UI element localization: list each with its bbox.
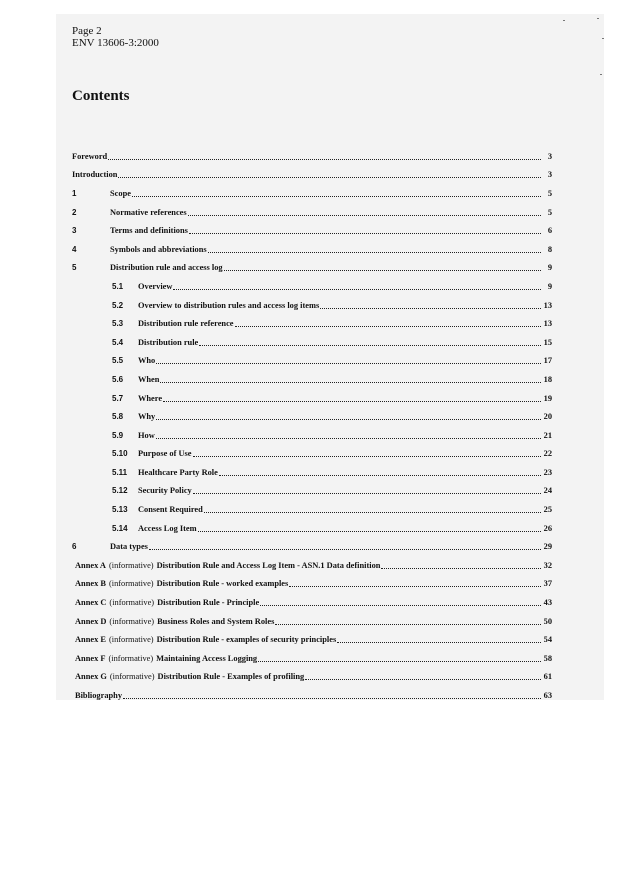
toc-entry-title: Healthcare Party Role	[138, 467, 218, 477]
toc-entry-lead	[72, 263, 223, 272]
toc-entry-title: Foreword	[72, 151, 108, 161]
dot-leader	[275, 616, 541, 625]
toc-entry[interactable]	[72, 630, 552, 649]
toc-entry-title: Business Roles and System Roles	[157, 616, 275, 626]
toc-entry-page: 20	[543, 412, 552, 422]
toc-entry[interactable]	[72, 668, 552, 687]
toc-entry-number: 5.11	[112, 467, 128, 477]
toc-entry-number: 1	[72, 188, 77, 198]
toc-entry-lead	[112, 505, 203, 514]
toc-entry-lead	[75, 561, 380, 570]
toc-entry-number: 5.12	[112, 486, 128, 496]
toc-entry-number: 6	[72, 542, 77, 552]
toc-entry-page: 37	[543, 579, 552, 589]
toc-entry-page: 63	[543, 691, 552, 701]
toc-entry[interactable]	[72, 575, 552, 594]
toc-entry-title: Overview	[138, 281, 173, 291]
dot-leader	[198, 523, 541, 532]
annex-label: Annex D	[75, 616, 107, 626]
toc-entry-lead	[112, 394, 162, 403]
toc-entry-title: Distribution Rule and Access Log Item - ASN.1 Data definition	[156, 560, 381, 570]
scan-speck	[602, 38, 604, 39]
dot-leader	[156, 430, 541, 439]
toc-entry-title: Maintaining Access Logging	[156, 653, 258, 663]
page-header	[72, 25, 159, 49]
toc-entry-page: 8	[547, 244, 552, 254]
toc-entry-title: Purpose of Use	[138, 449, 192, 459]
dot-leader	[381, 560, 541, 569]
toc-entry-page: 3	[547, 170, 552, 180]
toc-entry[interactable]	[72, 612, 552, 631]
toc-entry[interactable]	[72, 370, 552, 389]
toc-entry-number: 5.3	[112, 319, 124, 329]
annex-label: Annex A	[75, 560, 106, 570]
dot-leader	[108, 151, 541, 160]
annex-informative-tag: (informative)	[109, 616, 155, 626]
toc-entry-title: Distribution rule and access log	[110, 263, 223, 273]
toc-entry-lead	[112, 338, 198, 347]
toc-entry-page: 50	[543, 616, 552, 626]
annex-label: Annex F	[75, 653, 106, 663]
toc-entry[interactable]	[72, 445, 552, 464]
toc-entry-lead	[75, 691, 122, 700]
toc-entry-lead	[75, 635, 336, 644]
toc-entry-page: 5	[547, 188, 552, 198]
toc-entry-number: 5.7	[112, 393, 124, 403]
toc-entry[interactable]	[72, 203, 552, 222]
toc-entry[interactable]	[72, 537, 552, 556]
toc-entry-lead	[112, 356, 155, 365]
toc-entry[interactable]	[72, 240, 552, 259]
toc-entry-lead	[112, 282, 172, 291]
scan-speck	[563, 20, 565, 21]
toc-entry-page: 15	[543, 337, 552, 347]
toc-entry-number: 5.1	[112, 281, 124, 291]
toc-entry-page: 58	[543, 653, 552, 663]
toc-entry-lead	[112, 524, 197, 533]
toc-entry-number: 5	[72, 263, 77, 273]
toc-entry-title: Who	[138, 356, 156, 366]
toc-entry-title: Normative references	[110, 207, 187, 217]
toc-entry[interactable]	[72, 221, 552, 240]
toc-entry-title: Terms and definitions	[110, 226, 188, 236]
toc-entry-lead	[112, 412, 155, 421]
toc-entry[interactable]	[72, 593, 552, 612]
dot-leader	[173, 281, 541, 290]
toc-entry-page: 18	[543, 374, 552, 384]
toc-entry-lead	[72, 170, 117, 179]
toc-entry-title: Introduction	[72, 170, 118, 180]
toc-entry-title: Distribution Rule - examples of security principles	[156, 635, 337, 645]
toc-entry-title: Bibliography	[75, 691, 123, 701]
toc-entry-page: 19	[543, 393, 552, 403]
toc-entry-number: 4	[72, 244, 77, 254]
dot-leader	[224, 262, 541, 271]
dot-leader	[320, 300, 541, 309]
toc-entry-lead	[75, 579, 288, 588]
dot-leader	[160, 374, 541, 383]
toc-entry-page: 26	[543, 523, 552, 533]
toc-entry-lead	[72, 542, 148, 551]
toc-entry-title: Distribution Rule - Examples of profiling	[157, 672, 305, 682]
toc-entry-page: 43	[543, 598, 552, 608]
annex-informative-tag: (informative)	[109, 672, 155, 682]
toc-entry-number: 3	[72, 226, 77, 236]
toc-entry-title: Data types	[110, 542, 148, 552]
toc-entry-page: 9	[547, 281, 552, 291]
dot-leader	[305, 671, 541, 680]
toc-entry[interactable]	[72, 463, 552, 482]
dot-leader	[208, 244, 541, 253]
toc-entry-lead	[75, 672, 304, 681]
toc-entry-number: 5.13	[112, 505, 128, 515]
toc-entry[interactable]	[72, 389, 552, 408]
scan-speck	[600, 74, 602, 75]
toc-entry-title: Overview to distribution rules and access log items	[138, 300, 320, 310]
toc-entry-page: 25	[543, 505, 552, 515]
toc-entry[interactable]	[72, 147, 552, 166]
toc-entry-title: When	[138, 374, 160, 384]
toc-entry-title: Distribution rule reference	[138, 319, 234, 329]
toc-entry-page: 9	[547, 263, 552, 273]
dot-leader	[193, 448, 541, 457]
dot-leader	[149, 541, 541, 550]
toc-entry-title: How	[138, 430, 155, 440]
dot-leader	[189, 225, 541, 234]
toc-entry-page: 3	[547, 151, 552, 161]
dot-leader	[163, 393, 541, 402]
toc-entry-lead	[112, 375, 159, 384]
toc-entry-lead	[72, 189, 131, 198]
toc-entry-lead	[72, 226, 188, 235]
dot-leader	[132, 188, 541, 197]
toc-entry-lead	[72, 152, 107, 161]
toc-entry-page: 23	[543, 467, 552, 477]
toc-entry-title: Distribution Rule - Principle	[157, 598, 260, 608]
dot-leader	[118, 169, 541, 178]
toc-entry[interactable]	[72, 314, 552, 333]
dot-leader	[193, 485, 541, 494]
toc-entry-page: 6	[547, 226, 552, 236]
toc-entry-lead	[112, 431, 155, 440]
toc-entry-number: 5.5	[112, 356, 124, 366]
toc-entry-page: 32	[543, 560, 552, 570]
dot-leader	[123, 690, 541, 699]
toc-entry-title: Where	[138, 393, 163, 403]
toc-entry[interactable]	[72, 426, 552, 445]
toc-entry[interactable]	[72, 333, 552, 352]
toc-entry[interactable]	[72, 482, 552, 501]
toc-entry[interactable]	[72, 649, 552, 668]
toc-entry-lead	[72, 208, 187, 217]
toc-entry-title: Distribution rule	[138, 337, 199, 347]
toc-entry-page: 24	[543, 486, 552, 496]
toc-entry-lead	[112, 468, 218, 477]
dot-leader	[289, 578, 541, 587]
toc-entry-title: Security Policy	[138, 486, 192, 496]
annex-informative-tag: (informative)	[109, 598, 155, 608]
toc-entry-title: Distribution Rule - worked examples	[156, 579, 289, 589]
document-id: ENV 13606-3:2000	[72, 37, 159, 49]
toc-entry-number: 5.6	[112, 374, 124, 384]
scan-speck	[597, 18, 599, 19]
toc-entry[interactable]	[72, 184, 552, 203]
annex-label: Annex E	[75, 635, 106, 645]
toc-entry-lead	[112, 319, 234, 328]
toc-entry-lead	[112, 486, 192, 495]
page-number: Page 2	[72, 25, 102, 37]
dot-leader	[204, 504, 541, 513]
toc-entry-number: 5.9	[112, 430, 124, 440]
annex-label: Annex G	[75, 672, 107, 682]
toc-entry-page: 29	[543, 542, 552, 552]
dot-leader	[156, 411, 541, 420]
toc-entry-number: 5.2	[112, 300, 124, 310]
dot-leader	[258, 653, 541, 662]
dot-leader	[219, 467, 541, 476]
dot-leader	[156, 355, 541, 364]
toc-entry[interactable]	[72, 500, 552, 519]
toc-entry[interactable]	[72, 519, 552, 538]
toc-entry-lead	[112, 301, 319, 310]
toc-entry-number: 5.8	[112, 412, 124, 422]
annex-informative-tag: (informative)	[108, 635, 154, 645]
annex-informative-tag: (informative)	[108, 579, 154, 589]
dot-leader	[337, 634, 541, 643]
toc-entry-title: Access Log Item	[138, 523, 197, 533]
toc-entry[interactable]	[72, 556, 552, 575]
annex-label: Annex B	[75, 579, 106, 589]
toc-entry-page: 22	[543, 449, 552, 459]
toc-entry-title: Scope	[110, 188, 131, 198]
toc-entry-title: Consent Required	[138, 505, 203, 515]
toc-entry-page: 54	[543, 635, 552, 645]
toc-entry[interactable]	[72, 407, 552, 426]
toc-entry-number: 5.14	[112, 523, 128, 533]
toc-entry[interactable]	[72, 296, 552, 315]
toc-entry-page: 17	[543, 356, 552, 366]
toc-entry[interactable]	[72, 686, 552, 705]
toc-entry-number: 5.10	[112, 449, 128, 459]
toc-entry-lead	[112, 449, 192, 458]
annex-informative-tag: (informative)	[108, 653, 154, 663]
toc-entry[interactable]	[72, 166, 552, 185]
dot-leader	[188, 207, 541, 216]
toc-entry-page: 13	[543, 319, 552, 329]
toc-entry-lead	[72, 245, 207, 254]
page-title: Contents	[72, 88, 130, 104]
annex-informative-tag: (informative)	[108, 560, 154, 570]
toc-entry-lead	[75, 617, 274, 626]
dot-leader	[199, 337, 541, 346]
toc-entry[interactable]	[72, 277, 552, 296]
toc-entry-page: 21	[543, 430, 552, 440]
toc-entry[interactable]	[72, 259, 552, 278]
dot-leader	[260, 597, 541, 606]
toc-entry-page: 61	[543, 672, 552, 682]
table-of-contents	[72, 147, 552, 705]
toc-entry-lead	[75, 654, 257, 663]
dot-leader	[235, 318, 541, 327]
toc-entry-page: 13	[543, 300, 552, 310]
toc-entry-number: 2	[72, 207, 77, 217]
toc-entry-title: Why	[138, 412, 156, 422]
toc-entry[interactable]	[72, 352, 552, 371]
toc-entry-number: 5.4	[112, 337, 124, 347]
toc-entry-page: 5	[547, 207, 552, 217]
toc-entry-title: Symbols and abbreviations	[110, 244, 207, 254]
annex-label: Annex C	[75, 598, 107, 608]
toc-entry-lead	[75, 598, 259, 607]
